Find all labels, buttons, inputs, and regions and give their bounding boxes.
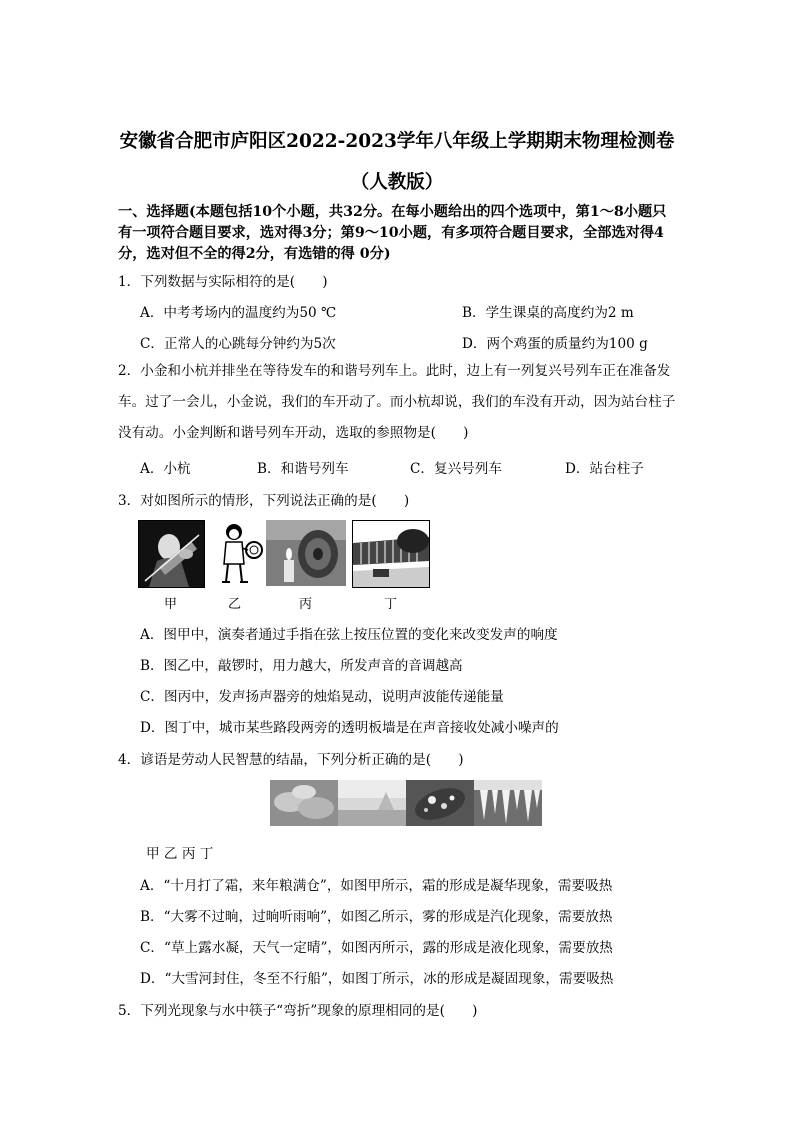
q4-option-b: B．“大雾不过晌，过晌听雨响”，如图乙所示，雾的形成是汽化现象，需要放热 — [140, 909, 613, 925]
page-subtitle: （人教版） — [350, 172, 444, 193]
q1-option-a: A．中考考场内的温度约为50 ℃ — [140, 305, 337, 321]
section-heading: 一、选择题(本题包括10个小题，共32分。在每小题给出的四个选项中，第1～8小题只有一项符合题目要求，选对得3分；第9～10小题，有多项符合题目要求，全部选对得4分，选对但不全的得2分，有选错的得 0分) — [118, 204, 667, 262]
q3-caption-jia: 甲 — [164, 597, 178, 612]
figure-yi-fog — [338, 780, 406, 826]
q3-caption-yi: 乙 — [228, 597, 242, 612]
q4-option-c: C．“草上露水凝，天气一定晴”，如图丙所示，露的形成是液化现象，需要放热 — [140, 940, 613, 956]
q4-captions: 甲 乙 丙 丁 — [146, 846, 214, 862]
question-2-stem: 2．小金和小杭并排坐在等待发车的和谐号列车上。此时，边上有一列复兴号列车正在准备发车。过了一会儿，小金说，我们的车开动了。而小杭却说，我们的车没有开动，因为站台柱子没有动。小金判断和谐号列车开动，选取的参照物是( ) — [118, 363, 676, 441]
page-title: 安徽省合肥市庐阳区2022-2023学年八年级上学期期末物理检测卷 — [119, 131, 675, 152]
q2-option-c: C．复兴号列车 — [410, 461, 502, 477]
figure-ding-noise-barrier — [352, 520, 430, 588]
q3-option-b: B．图乙中，敲锣时，用力越大，所发声音的音调越高 — [140, 658, 463, 674]
q1-option-c: C．正常人的心跳每分钟约为5次 — [140, 336, 336, 352]
q3-caption-bing: 丙 — [299, 597, 313, 612]
q3-option-d: D．图丁中，城市某些路段两旁的透明板墙是在声音接收处减小噪声的 — [140, 720, 559, 736]
figure-jia-violinist — [138, 520, 205, 588]
q4-option-a: A．“十月打了霜，来年粮满仓”，如图甲所示，霜的形成是凝华现象，需要吸热 — [140, 878, 613, 894]
q3-caption-ding: 丁 — [384, 597, 398, 612]
figure-ding-ice — [474, 780, 542, 826]
q1-option-b: B．学生课桌的高度约为2 m — [462, 305, 634, 321]
q2-option-a: A．小杭 — [140, 461, 191, 477]
question-4-stem: 4．谚语是劳动人民智慧的结晶，下列分析正确的是( ) — [118, 752, 464, 768]
q2-option-d: D．站台柱子 — [565, 461, 644, 477]
q2-option-b: B．和谐号列车 — [257, 461, 349, 477]
question-1-stem: 1．下列数据与实际相符的是( ) — [118, 274, 328, 290]
q3-option-c: C．图丙中，发声扬声器旁的烛焰晃动，说明声波能传递能量 — [140, 689, 504, 705]
question-3-stem: 3．对如图所示的情形，下列说法正确的是( ) — [118, 493, 410, 509]
question-5-stem: 5．下列光现象与水中筷子“弯折”现象的原理相同的是( ) — [118, 1003, 478, 1019]
figure-jia-frost — [270, 780, 338, 826]
figure-bing-speaker-candle — [266, 520, 346, 586]
figure-yi-gong — [214, 520, 264, 586]
q3-option-a: A．图甲中，演奏者通过手指在弦上按压位置的变化来改变发声的响度 — [140, 627, 558, 643]
figure-bing-dew — [406, 780, 474, 826]
q1-option-d: D．两个鸡蛋的质量约为100 g — [462, 336, 648, 352]
q4-option-d: D．“大雪河封住，冬至不行船”，如图丁所示，冰的形成是凝固现象，需要吸热 — [140, 971, 614, 987]
